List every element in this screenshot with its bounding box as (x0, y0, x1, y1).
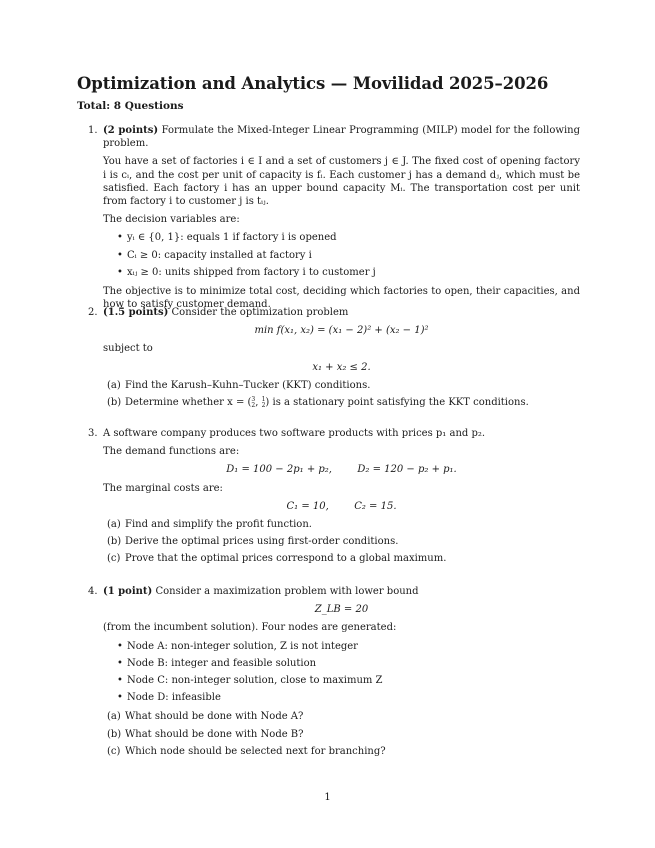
question-number: 1. (88, 125, 98, 136)
subject-to: subject to (103, 343, 153, 355)
subpart-label: (a) (107, 519, 121, 531)
subpart-text: Determine whether x = ( (125, 397, 252, 409)
list-item (107, 745, 580, 758)
question-number: 4. (88, 586, 98, 597)
list-item (107, 710, 580, 723)
question-body: You have a set of factories i ∈ I and a set of customers j ∈ J. The fixed cost of opening factory i is cᵢ, and the cost per unit of capacity is fᵢ. Each customer j has a demand dⱼ, which must be satisfied. Each factory i has an upper bound capacity Mᵢ. The transportation cost per unit from factory i to customer j is tᵢⱼ. (103, 156, 580, 208)
list-item (107, 728, 580, 741)
demand-intro: The demand functions are: (103, 446, 240, 458)
subpart-text: Find the Karush–Kuhn–Tucker (KKT) conditions. (125, 379, 371, 391)
subpart-text: What should be done with Node A? (125, 711, 304, 723)
question-intro: Consider a maximization problem with lower bound (155, 586, 419, 597)
subpart-label: (c) (107, 745, 121, 757)
question-3 (88, 427, 580, 570)
list-item (107, 518, 580, 531)
question-1 (88, 124, 580, 316)
list-item (107, 552, 580, 565)
subpart-label: (a) (107, 379, 121, 391)
subparts (103, 710, 580, 758)
list-item (107, 379, 580, 392)
page-number: 1 (324, 792, 331, 803)
question-number: 2. (88, 307, 98, 318)
objective-formula: min f(x₁, x₂) = (x₁ − 2)² + (x₂ − 1)² (254, 325, 429, 337)
fraction-numerator: 3 (251, 395, 256, 403)
fraction-denominator: 2 (261, 401, 266, 409)
subparts (103, 379, 580, 409)
subpart-text: Prove that the optimal prices correspond to a global maximum. (125, 553, 447, 565)
constraint-formula: x₁ + x₂ ≤ 2. (312, 361, 371, 373)
list-item: • Node A: non-integer solution, Z is not integer (117, 640, 580, 653)
subparts (103, 518, 580, 566)
list-item: • Cᵢ ≥ 0: capacity installed at factory i (117, 249, 580, 262)
subpart-label: (c) (107, 553, 121, 565)
cost-formula: C₁ = 10, C₂ = 15. (286, 500, 397, 512)
list-item: • yᵢ ∈ {0, 1}: equals 1 if factory i is opened (117, 231, 580, 244)
question-points: (1.5 points) (103, 307, 169, 318)
subpart-text: Which node should be selected next for branching? (125, 745, 386, 757)
subpart-label: (a) (107, 711, 121, 723)
variables-intro: The decision variables are: (103, 214, 240, 226)
question-points: (2 points) (103, 125, 159, 136)
subpart-text: ) is a stationary point satisfying the KKT conditions. (265, 397, 529, 409)
list-item: • Node B: integer and feasible solution (117, 657, 580, 670)
separator: , (255, 397, 262, 409)
question-4 (88, 585, 580, 762)
subpart-text: What should be done with Node B? (125, 728, 304, 740)
cost-intro: The marginal costs are: (103, 482, 223, 494)
subpart-text: Derive the optimal prices using first-order conditions. (125, 536, 399, 548)
subpart-label: (b) (107, 536, 122, 548)
question-intro: Formulate the Mixed-Integer Linear Programming (MILP) model for the following problem. (103, 125, 581, 150)
fraction-denominator: 2 (251, 401, 256, 409)
question-2 (88, 306, 580, 413)
question-points: (1 point) (103, 586, 153, 597)
subpart-label: (b) (107, 728, 122, 740)
list-item: • Node D: infeasible (117, 691, 580, 704)
list-item (107, 396, 580, 409)
fraction-numerator: 1 (261, 395, 266, 403)
list-item: • Node C: non-integer solution, close to maximum Z (117, 674, 580, 687)
nodes-list (103, 640, 580, 705)
question-intro: A software company produces two software products with prices p₁ and p₂. (103, 428, 486, 439)
lower-bound-formula: Z_LB = 20 (314, 604, 369, 616)
demand-formula: D₁ = 100 − 2p₁ + p₂, D₂ = 120 − p₂ + p₁. (226, 464, 457, 476)
total-questions: Total: 8 Questions (77, 100, 184, 112)
objective-text: The objective is to minimize total cost, deciding which factories to open, their capacities, and how to satisfy customer demand. (103, 286, 580, 311)
question-intro: Consider the optimization problem (171, 307, 349, 318)
subpart-text: Find and simplify the profit function. (125, 519, 312, 531)
list-item (107, 535, 580, 548)
incumbent-text: (from the incumbent solution). Four nodes are generated: (103, 622, 397, 634)
subpart-label: (b) (107, 397, 122, 409)
question-number: 3. (88, 428, 98, 439)
list-item: • xᵢⱼ ≥ 0: units shipped from factory i to customer j (117, 266, 580, 279)
variables-list (103, 231, 580, 279)
page-title: Optimization and Analytics — Movilidad 2025–2026 (77, 74, 549, 93)
